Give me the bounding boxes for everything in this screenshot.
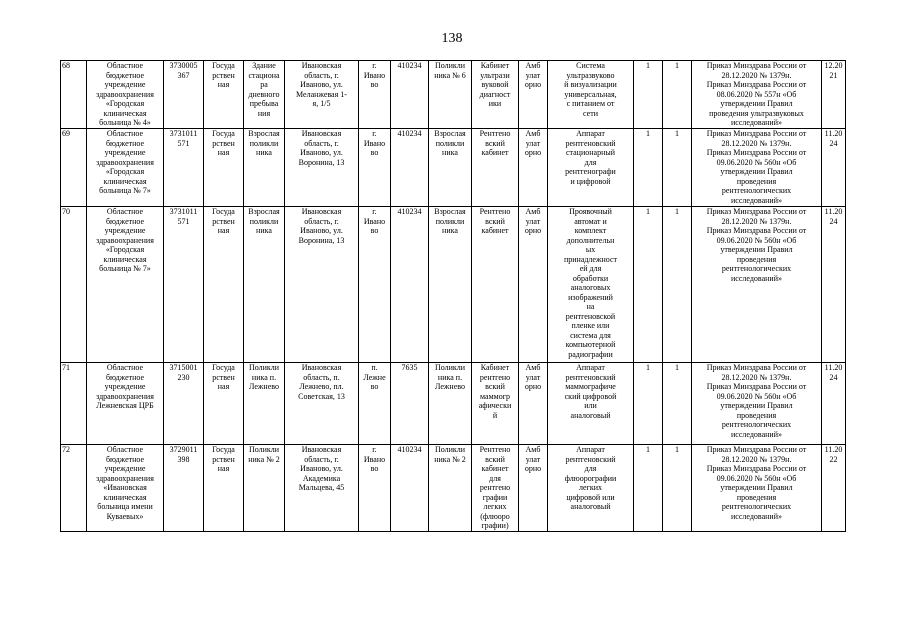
cell-building: Взрослая поликли ника [244, 207, 285, 363]
cell-address: Ивановская область, г. Иваново, ул. Воронина, 13 [285, 207, 359, 363]
cell-own: Госуда рствен ная [204, 445, 244, 532]
cell-address: Ивановская область, г. Иваново, ул. Академика Мальцева, 45 [285, 445, 359, 532]
cell-own: Госуда рствен ная [204, 207, 244, 363]
cell-num: 70 [61, 207, 87, 363]
table-row [61, 363, 846, 445]
cell-order: Приказ Минздрава России от 28.12.2020 № 1379н. Приказ Минздрава России от 09.06.2020 № 560н «Об утверждении Правил проведения рентгенологических исследований» [692, 129, 822, 207]
cell-org: Областное бюджетное учреждение здравоохранения «Городская клиническая больница № 4» [87, 61, 164, 129]
cell-date: 12.20 21 [822, 61, 846, 129]
cell-order: Приказ Минздрава России от 28.12.2020 № 1379н. Приказ Минздрава России от 09.06.2020 № 560н «Об утверждении Правил проведения рентгенологических исследований» [692, 445, 822, 532]
cell-locality: г. Ивано во [359, 207, 391, 363]
table-row [61, 61, 846, 129]
cell-index: 7635 [391, 363, 429, 445]
cell-room: Взрослая поликли ника [429, 129, 472, 207]
cell-date: 11.20 24 [822, 129, 846, 207]
cell-cabinet: Кабинет ультрази вуковой диагност ики [472, 61, 519, 129]
cell-room: Взрослая поликли ника [429, 207, 472, 363]
cell-date: 11.20 22 [822, 445, 846, 532]
cell-index: 410234 [391, 445, 429, 532]
cell-org: Областное бюджетное учреждение здравоохранения «Городская клиническая больница № 7» [87, 207, 164, 363]
cell-building: Здание стациона ра дневного пребыва ния [244, 61, 285, 129]
cell-building: Поликли ника п. Лежнево [244, 363, 285, 445]
cell-own: Госуда рствен ная [204, 129, 244, 207]
table-row [61, 445, 846, 532]
cell-own: Госуда рствен ная [204, 363, 244, 445]
cell-code: 3715001 230 [164, 363, 204, 445]
cell-code: 3729011 398 [164, 445, 204, 532]
table-row [61, 207, 846, 363]
cell-address: Ивановская область, г. Иваново, ул. Воронина, 13 [285, 129, 359, 207]
cell-room: Поликли ника № 6 [429, 61, 472, 129]
cell-q1: 1 [634, 129, 663, 207]
registry-table [60, 60, 846, 532]
cell-room: Поликли ника п. Лежнево [429, 363, 472, 445]
cell-order: Приказ Минздрава России от 28.12.2020 № 1379н. Приказ Минздрава России от 08.06.2020 № 557н «Об утверждении Правил проведения ультразвуковых исследований» [692, 61, 822, 129]
cell-locality: г. Ивано во [359, 61, 391, 129]
cell-equipment: Система ультразвуково й визуализации универсальная, с питанием от сети [548, 61, 634, 129]
cell-mode: Амб улат орно [519, 445, 548, 532]
cell-q2: 1 [663, 61, 692, 129]
cell-num: 72 [61, 445, 87, 532]
cell-mode: Амб улат орно [519, 61, 548, 129]
cell-q2: 1 [663, 363, 692, 445]
cell-num: 71 [61, 363, 87, 445]
cell-org: Областное бюджетное учреждение здравоохранения «Городская клиническая больница № 7» [87, 129, 164, 207]
cell-locality: г. Ивано во [359, 445, 391, 532]
cell-code: 3730005 367 [164, 61, 204, 129]
cell-mode: Амб улат орно [519, 129, 548, 207]
cell-cabinet: Рентгено вский кабинет для рентгено графии легких (флюоро графии) [472, 445, 519, 532]
cell-address: Ивановская область, г. Иваново, ул. Меланжевая 1- я, 1/5 [285, 61, 359, 129]
cell-code: 3731011 571 [164, 129, 204, 207]
cell-locality: г. Ивано во [359, 129, 391, 207]
cell-q2: 1 [663, 207, 692, 363]
cell-cabinet: Рентгено вский кабинет [472, 207, 519, 363]
cell-own: Госуда рствен ная [204, 61, 244, 129]
page-number: 138 [441, 31, 463, 46]
cell-locality: п. Лежне во [359, 363, 391, 445]
cell-date: 11.20 24 [822, 363, 846, 445]
cell-equipment: Аппарат рентгеновский маммографиче ский цифровой или аналоговый [548, 363, 634, 445]
table-row [61, 129, 846, 207]
cell-index: 410234 [391, 129, 429, 207]
cell-room: Поликли ника № 2 [429, 445, 472, 532]
cell-index: 410234 [391, 61, 429, 129]
cell-index: 410234 [391, 207, 429, 363]
cell-q1: 1 [634, 445, 663, 532]
cell-cabinet: Кабинет рентгено вский маммогр афически й [472, 363, 519, 445]
cell-mode: Амб улат орно [519, 207, 548, 363]
cell-equipment: Аппарат рентгеновский для флюорографии легких цифровой или аналоговый [548, 445, 634, 532]
cell-building: Взрослая поликли ника [244, 129, 285, 207]
cell-num: 68 [61, 61, 87, 129]
cell-order: Приказ Минздрава России от 28.12.2020 № 1379н. Приказ Минздрава России от 09.06.2020 № 560н «Об утверждении Правил проведения рентгенологических исследований» [692, 363, 822, 445]
cell-equipment: Аппарат рентгеновский стационарный для рентгенографи и цифровой [548, 129, 634, 207]
cell-q1: 1 [634, 61, 663, 129]
cell-equipment: Проявочный автомат и комплект дополнительн ых принадлежност ей для обработки аналоговых изображений на рентгеновской пленке или система для компьютерной радиографии [548, 207, 634, 363]
cell-order: Приказ Минздрава России от 28.12.2020 № 1379н. Приказ Минздрава России от 09.06.2020 № 560н «Об утверждении Правил проведения рентгенологических исследований» [692, 207, 822, 363]
cell-org: Областное бюджетное учреждение здравоохранения «Ивановская клиническая больница имени Куваевых» [87, 445, 164, 532]
cell-address: Ивановская область, п. Лежнево, пл. Советская, 13 [285, 363, 359, 445]
cell-cabinet: Рентгено вский кабинет [472, 129, 519, 207]
cell-date: 11.20 24 [822, 207, 846, 363]
cell-q2: 1 [663, 445, 692, 532]
cell-q1: 1 [634, 363, 663, 445]
cell-q1: 1 [634, 207, 663, 363]
cell-building: Поликли ника № 2 [244, 445, 285, 532]
cell-num: 69 [61, 129, 87, 207]
cell-org: Областное бюджетное учреждение здравоохранения Лежневская ЦРБ [87, 363, 164, 445]
cell-mode: Амб улат орно [519, 363, 548, 445]
cell-q2: 1 [663, 129, 692, 207]
cell-code: 3731011 571 [164, 207, 204, 363]
